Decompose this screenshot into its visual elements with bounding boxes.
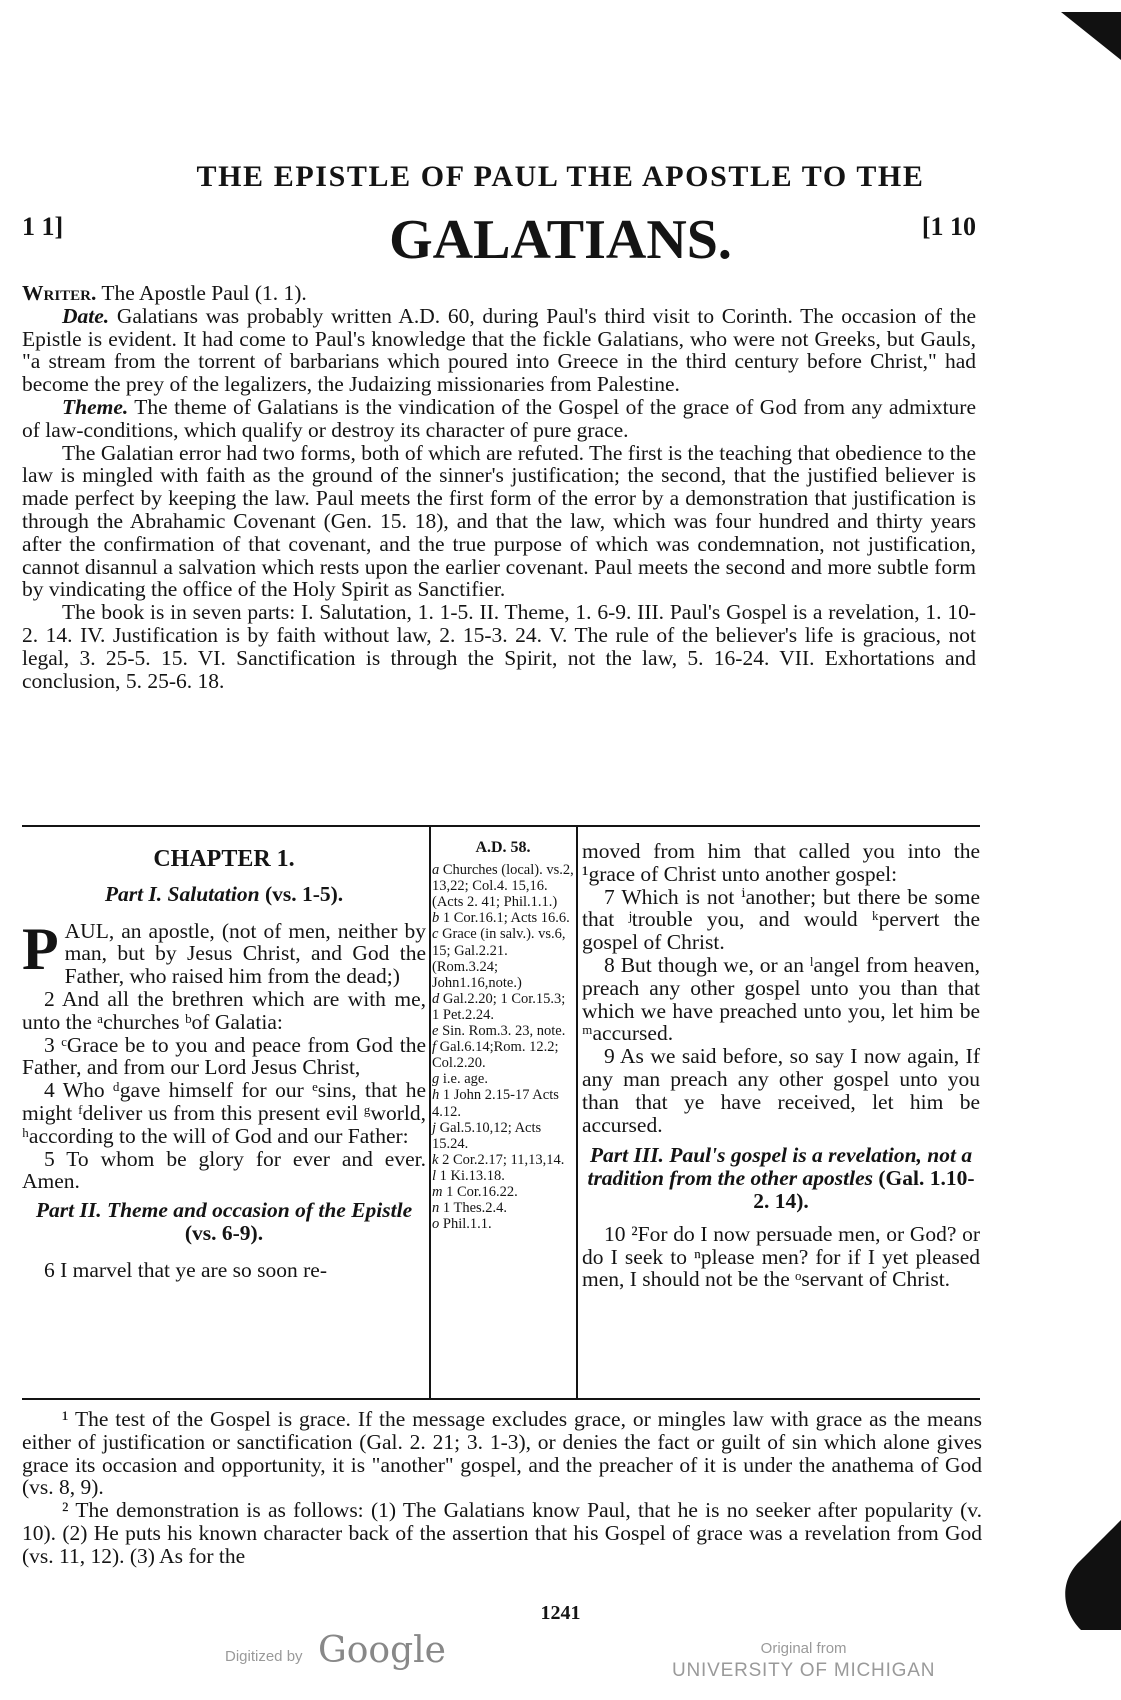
part-1-heading	[22, 883, 426, 906]
section-rule	[22, 825, 980, 827]
verse-10: 10 ²For do I now persuade men, or God? or do I seek to ⁿplease men? for if I yet pleased men, I should not be the ᵒservant of Christ.	[582, 1221, 980, 1292]
margin-reference-letter: m	[432, 1183, 443, 1200]
verse-9: 9 As we said before, so say I now again, If any man preach any other gospel unto you than that ye have received, let him be accursed.	[582, 1044, 980, 1137]
theme-label: Theme.	[62, 394, 129, 419]
margin-reference	[432, 910, 574, 926]
column-divider-right	[576, 826, 578, 1398]
right-text-column	[582, 840, 980, 1291]
margin-reference	[432, 1023, 574, 1039]
margin-reference-text: Gal.6.14;Rom. 12.2; Col.2.20.	[432, 1039, 559, 1072]
margin-reference-text: 1 John 2.15-17 Acts 4.12.	[432, 1087, 559, 1120]
part-3-title: Part III. Paul's gospel is a revelation, not a tradition from the other apostles	[587, 1143, 973, 1191]
left-text-column	[22, 840, 426, 1282]
drop-cap: P	[22, 915, 59, 982]
margin-reference-text: Phil.1.1.	[442, 1216, 492, 1233]
margin-reference	[432, 1184, 574, 1200]
margin-reference-text: 1 Thes.2.4.	[442, 1200, 508, 1217]
footnote-2: ² The demonstration is as follows: (1) The Galatians know Paul, that he is no seeker after popularity (v. 10). (2) He puts his known character back of the assertion that his Gospel of grace was a revelation from God (vs. 11, 12). (3) As for the	[22, 1498, 982, 1568]
margin-reference	[432, 1152, 574, 1168]
margin-reference	[432, 1071, 574, 1087]
part-1-ref: (vs. 1-5).	[259, 881, 344, 906]
margin-reference-letter: o	[432, 1216, 440, 1233]
margin-references	[432, 840, 574, 1232]
margin-reference	[432, 926, 574, 990]
scan-corner-shadow	[1031, 0, 1121, 100]
part-2-title: Part II. Theme and occasion of the Epistle	[35, 1198, 413, 1223]
margin-reference	[432, 862, 574, 910]
margin-reference	[432, 1200, 574, 1216]
margin-reference-text: 1 Cor.16.1; Acts 16.6.	[442, 910, 570, 927]
margin-reference-letter: g	[432, 1071, 440, 1088]
digitized-by-label: Digitized by	[225, 1648, 303, 1665]
margin-reference-letter: d	[432, 990, 440, 1007]
verse-5: 5 To whom be glory for ever and ever. Amen.	[22, 1146, 426, 1194]
original-from-label: Original from	[760, 1640, 847, 1657]
verse-2: 2 And all the brethren which are with me, unto the ᵃchurches ᵇof Galatia:	[22, 986, 426, 1034]
verse-3: 3 ᶜGrace be to you and peace from God the Father, and from our Lord Jesus Christ,	[22, 1032, 426, 1080]
page-number: 1241	[540, 1602, 581, 1624]
margin-reference-letter: n	[432, 1200, 440, 1217]
margin-reference-text: 1 Ki.13.18.	[439, 1167, 505, 1184]
margin-reference	[432, 1216, 574, 1232]
margin-reference-letter: b	[432, 910, 440, 927]
verse-1-text: AUL, an apostle, (not of men, neither by man, but by Jesus Christ, and God the Father, who raised him from the dead;)	[64, 918, 426, 989]
introduction	[22, 282, 976, 692]
footnote-1: ¹ The test of the Gospel is grace. If the message excludes grace, or mingles law with grace as the means either of justification or sanctification (Gal. 2. 21; 3. 1-3), or denies the fact or guilt of sin which alone gives grace its occasion and opportunity, it is "another" gospel, and the preacher of it is under the anathema of God (vs. 8, 9).	[22, 1407, 982, 1500]
margin-reference-letter: c	[432, 926, 439, 943]
part-3-heading	[582, 1144, 980, 1212]
date-text: Galatians was probably written A.D. 60, during Paul's third visit to Corinth. The occasion of the Epistle is evident. It had come to Paul's knowledge that the fickle Galatians, who were not Greeks, but Gauls, "a stream from the torrent of barbarians which poured into Greece in the third century before Christ," had become the prey of the legalizers, the Judaizing missionaries from Palestine.	[22, 303, 976, 397]
margin-reference-letter: a	[432, 862, 440, 879]
margin-reference-text: Gal.2.20; 1 Cor.15.3; 1 Pet.2.24.	[432, 990, 566, 1023]
google-logo: Google	[318, 1630, 446, 1671]
verse-7: 7 Which is not ⁱanother; but there be some that ʲtrouble you, and would ᵏpervert the gospel of Christ.	[582, 884, 980, 955]
margin-reference-text: Grace (in salv.). vs.6, 15; Gal.2.21. (Rom.3.24; John1.16,note.)	[432, 926, 566, 991]
reference-left: 1 1]	[22, 212, 64, 241]
margin-reference	[432, 1120, 574, 1152]
date-label: Date.	[62, 303, 110, 328]
verse-1	[22, 915, 426, 989]
margin-reference-text: i.e. age.	[442, 1071, 488, 1088]
verse-6-continued: moved from him that called you into the ¹grace of Christ unto another gospel:	[582, 839, 980, 886]
error-paragraph: The Galatian error had two forms, both of which are refuted. The first is the teaching that obedience to the law is mingled with faith as the ground of the sinner's justification; the second, that the justified believer is made perfect by keeping the law. Paul meets the first form of the error by a demonstration that justification is through the Abrahamic Covenant (Gen. 15. 18), and that the law, which was four hundred and thirty years after the confirmation of that covenant, and the true purpose of which was condemnation, not justification, cannot disannul a salvation which rests upon the earlier covenant. Paul meets the second and more subtle form by vindicating the office of the Holy Spirit as Sanctifier.	[22, 440, 976, 602]
part-2-heading	[22, 1199, 426, 1245]
margin-reference-text: Gal.5.10,12; Acts 15.24.	[432, 1119, 542, 1152]
margin-reference-text: 2 Cor.2.17; 11,13,14.	[442, 1151, 565, 1168]
parts-paragraph: The book is in seven parts: I. Salutation, 1. 1-5. II. Theme, 1. 6-9. III. Paul's Gospel is a revelation, 1. 10-2. 14. IV. Justification is by faith without law, 2. 15-3. 24. V. The rule of the believer's life is gracious, not legal, 3. 25-5. 15. VI. Sanctification is through the Spirit, not the law, 5. 16-24. VII. Exhortations and conclusion, 5. 25-6. 18.	[22, 600, 976, 693]
date-paragraph	[22, 305, 976, 396]
margin-reference	[432, 991, 574, 1023]
margin-reference-list	[432, 862, 574, 1232]
book-title: GALATIANS.	[389, 209, 732, 271]
verse-6-start: 6 I marvel that ye are so soon re-	[44, 1257, 327, 1282]
writer-text: The Apostle Paul (1. 1).	[96, 281, 307, 305]
reference-right: [1 10	[921, 212, 976, 241]
university-label: UNIVERSITY OF MICHIGAN	[672, 1660, 936, 1681]
margin-reference-letter: l	[432, 1167, 437, 1184]
margin-reference	[432, 1087, 574, 1119]
verse-8: 8 But though we, or an ˡangel from heaven, preach any other gospel unto you than that which we have preached unto you, let him be ᵐaccursed.	[582, 952, 980, 1046]
margin-reference-letter: e	[432, 1023, 439, 1040]
margin-reference	[432, 1168, 574, 1184]
margin-reference-letter: h	[432, 1087, 440, 1104]
part-3-ref: (Gal. 1.10-2. 14).	[753, 1166, 975, 1213]
margin-date-heading: A.D. 58.	[475, 839, 531, 856]
margin-reference-text: Churches (local). vs.2, 13,22; Col.4. 15,16. (Acts 2. 41; Phil.1.1.)	[432, 862, 574, 911]
chapter-heading: CHAPTER 1.	[153, 846, 295, 872]
margin-reference-text: Sin. Rom.3. 23, note.	[442, 1023, 566, 1040]
theme-text: The theme of Galatians is the vindication of the Gospel of the grace of God from any admixture of law-conditions, which qualify or destroy its character of pure grace.	[22, 394, 976, 442]
margin-reference-letter: f	[432, 1039, 437, 1056]
part-1-title: Part I. Salutation	[104, 881, 260, 906]
margin-reference	[432, 1039, 574, 1071]
scan-edge-shadow	[1041, 1520, 1121, 1630]
verse-4: 4 Who ᵈgave himself for our ᵉsins, that he might ᶠdeliver us from this present evil ᵍworld, ʰaccording to the will of God and our Father:	[22, 1078, 426, 1148]
footnote-rule	[22, 1398, 980, 1400]
epistle-title-line: THE EPISTLE OF PAUL THE APOSTLE TO THE	[196, 160, 925, 193]
writer-label: Writer.	[22, 281, 97, 305]
margin-reference-letter: j	[432, 1119, 437, 1136]
footnotes	[22, 1408, 982, 1568]
column-divider-left	[429, 826, 431, 1398]
original-source	[672, 1638, 935, 1682]
writer-paragraph	[22, 282, 976, 305]
margin-reference-text: 1 Cor.16.22.	[446, 1183, 518, 1200]
theme-paragraph	[22, 396, 976, 442]
part-2-ref: (vs. 6-9).	[184, 1220, 264, 1245]
margin-reference-letter: k	[432, 1151, 439, 1168]
